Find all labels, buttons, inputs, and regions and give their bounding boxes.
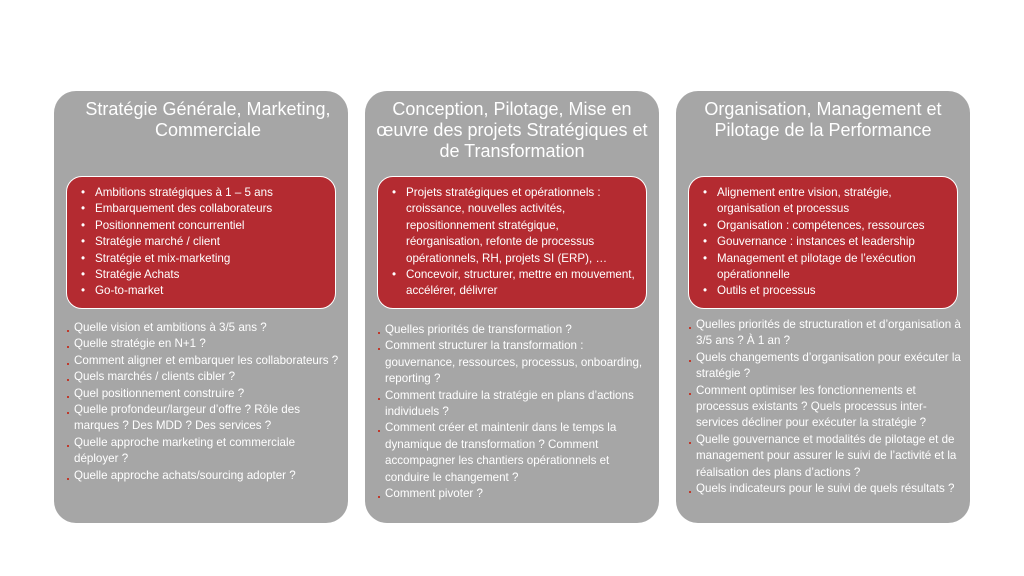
question-item: Quels marchés / clients cibler ? (67, 369, 340, 385)
question-item: Quels changements d’organisation pour exécuter la stratégie ? (689, 350, 962, 383)
focus-areas-box (688, 176, 958, 309)
focus-areas-list (81, 185, 325, 300)
focus-areas-box (66, 176, 336, 309)
question-item: Quelle approche marketing et commerciale déployer ? (67, 435, 340, 468)
questions-list (67, 320, 340, 484)
question-item: Comment traduire la stratégie en plans d’actions individuels ? (378, 388, 651, 421)
focus-area-item: • Stratégie Achats (81, 267, 325, 283)
question-item: Quelles priorités de structuration et d’organisation à 3/5 ans ? À 1 an ? (689, 317, 962, 350)
focus-area-item: • Positionnement concurrentiel (81, 218, 325, 234)
column-title: Conception, Pilotage, Mise en œuvre des projets Stratégiques et de Transformation (376, 99, 648, 161)
column-card-strategie (54, 91, 348, 523)
questions-list (689, 317, 962, 497)
focus-area-item: • Go-to-market (81, 283, 325, 299)
question-item: Quelle approche achats/sourcing adopter ? (67, 468, 340, 484)
column-title: Stratégie Générale, Marketing, Commerciale (85, 99, 331, 140)
questions-list (378, 322, 651, 502)
column-card-transformation (365, 91, 659, 523)
focus-area-item: • Stratégie marché / client (81, 234, 325, 250)
focus-area-item: • Concevoir, structurer, mettre en mouvement, accélérer, délivrer (392, 267, 636, 300)
column-card-organisation (676, 91, 970, 523)
question-item: Quel positionnement construire ? (67, 386, 340, 402)
focus-area-item: • Outils et processus (703, 283, 947, 299)
focus-area-item: • Alignement entre vision, stratégie, organisation et processus (703, 185, 947, 218)
question-item: Quelle stratégie en N+1 ? (67, 336, 340, 352)
column-title: Organisation, Management et Pilotage de la Performance (704, 99, 942, 140)
question-item: Quelle gouvernance et modalités de pilotage et de management pour assurer le suivi de l’activité et la réalisation des plans d’actions ? (689, 432, 962, 481)
question-item: Quelle vision et ambitions à 3/5 ans ? (67, 320, 340, 336)
question-item: Comment créer et maintenir dans le temps la dynamique de transformation ? Comment accompagner les chantiers opérationnels et conduire le changement ? (378, 420, 651, 486)
focus-areas-box (377, 176, 647, 309)
question-item: Comment structurer la transformation : gouvernance, ressources, processus, onboarding, reporting ? (378, 338, 651, 387)
focus-area-item: • Gouvernance : instances et leadership (703, 234, 947, 250)
question-item: Comment pivoter ? (378, 486, 651, 502)
focus-area-item: • Management et pilotage de l’exécution opérationnelle (703, 251, 947, 284)
focus-areas-list (703, 185, 947, 300)
focus-area-item: • Projets stratégiques et opérationnels : croissance, nouvelles activités, repositionnement stratégique, réorganisation, refonte de processus opérationnels, RH, projets SI (ERP), … (392, 185, 636, 267)
focus-area-item: • Stratégie et mix-marketing (81, 251, 325, 267)
question-item: Comment optimiser les fonctionnements et processus existants ? Quels processus inter-services décliner pour exécuter la stratégie ? (689, 383, 962, 432)
focus-area-item: • Ambitions stratégiques à 1 – 5 ans (81, 185, 325, 201)
focus-areas-list (392, 185, 636, 300)
focus-area-item: • Organisation : compétences, ressources (703, 218, 947, 234)
focus-area-item: • Embarquement des collaborateurs (81, 201, 325, 217)
question-item: Quelle profondeur/largeur d’offre ? Rôle des marques ? Des MDD ? Des services ? (67, 402, 340, 435)
question-item: Comment aligner et embarquer les collaborateurs ? (67, 353, 340, 369)
question-item: Quelles priorités de transformation ? (378, 322, 651, 338)
question-item: Quels indicateurs pour le suivi de quels résultats ? (689, 481, 962, 497)
